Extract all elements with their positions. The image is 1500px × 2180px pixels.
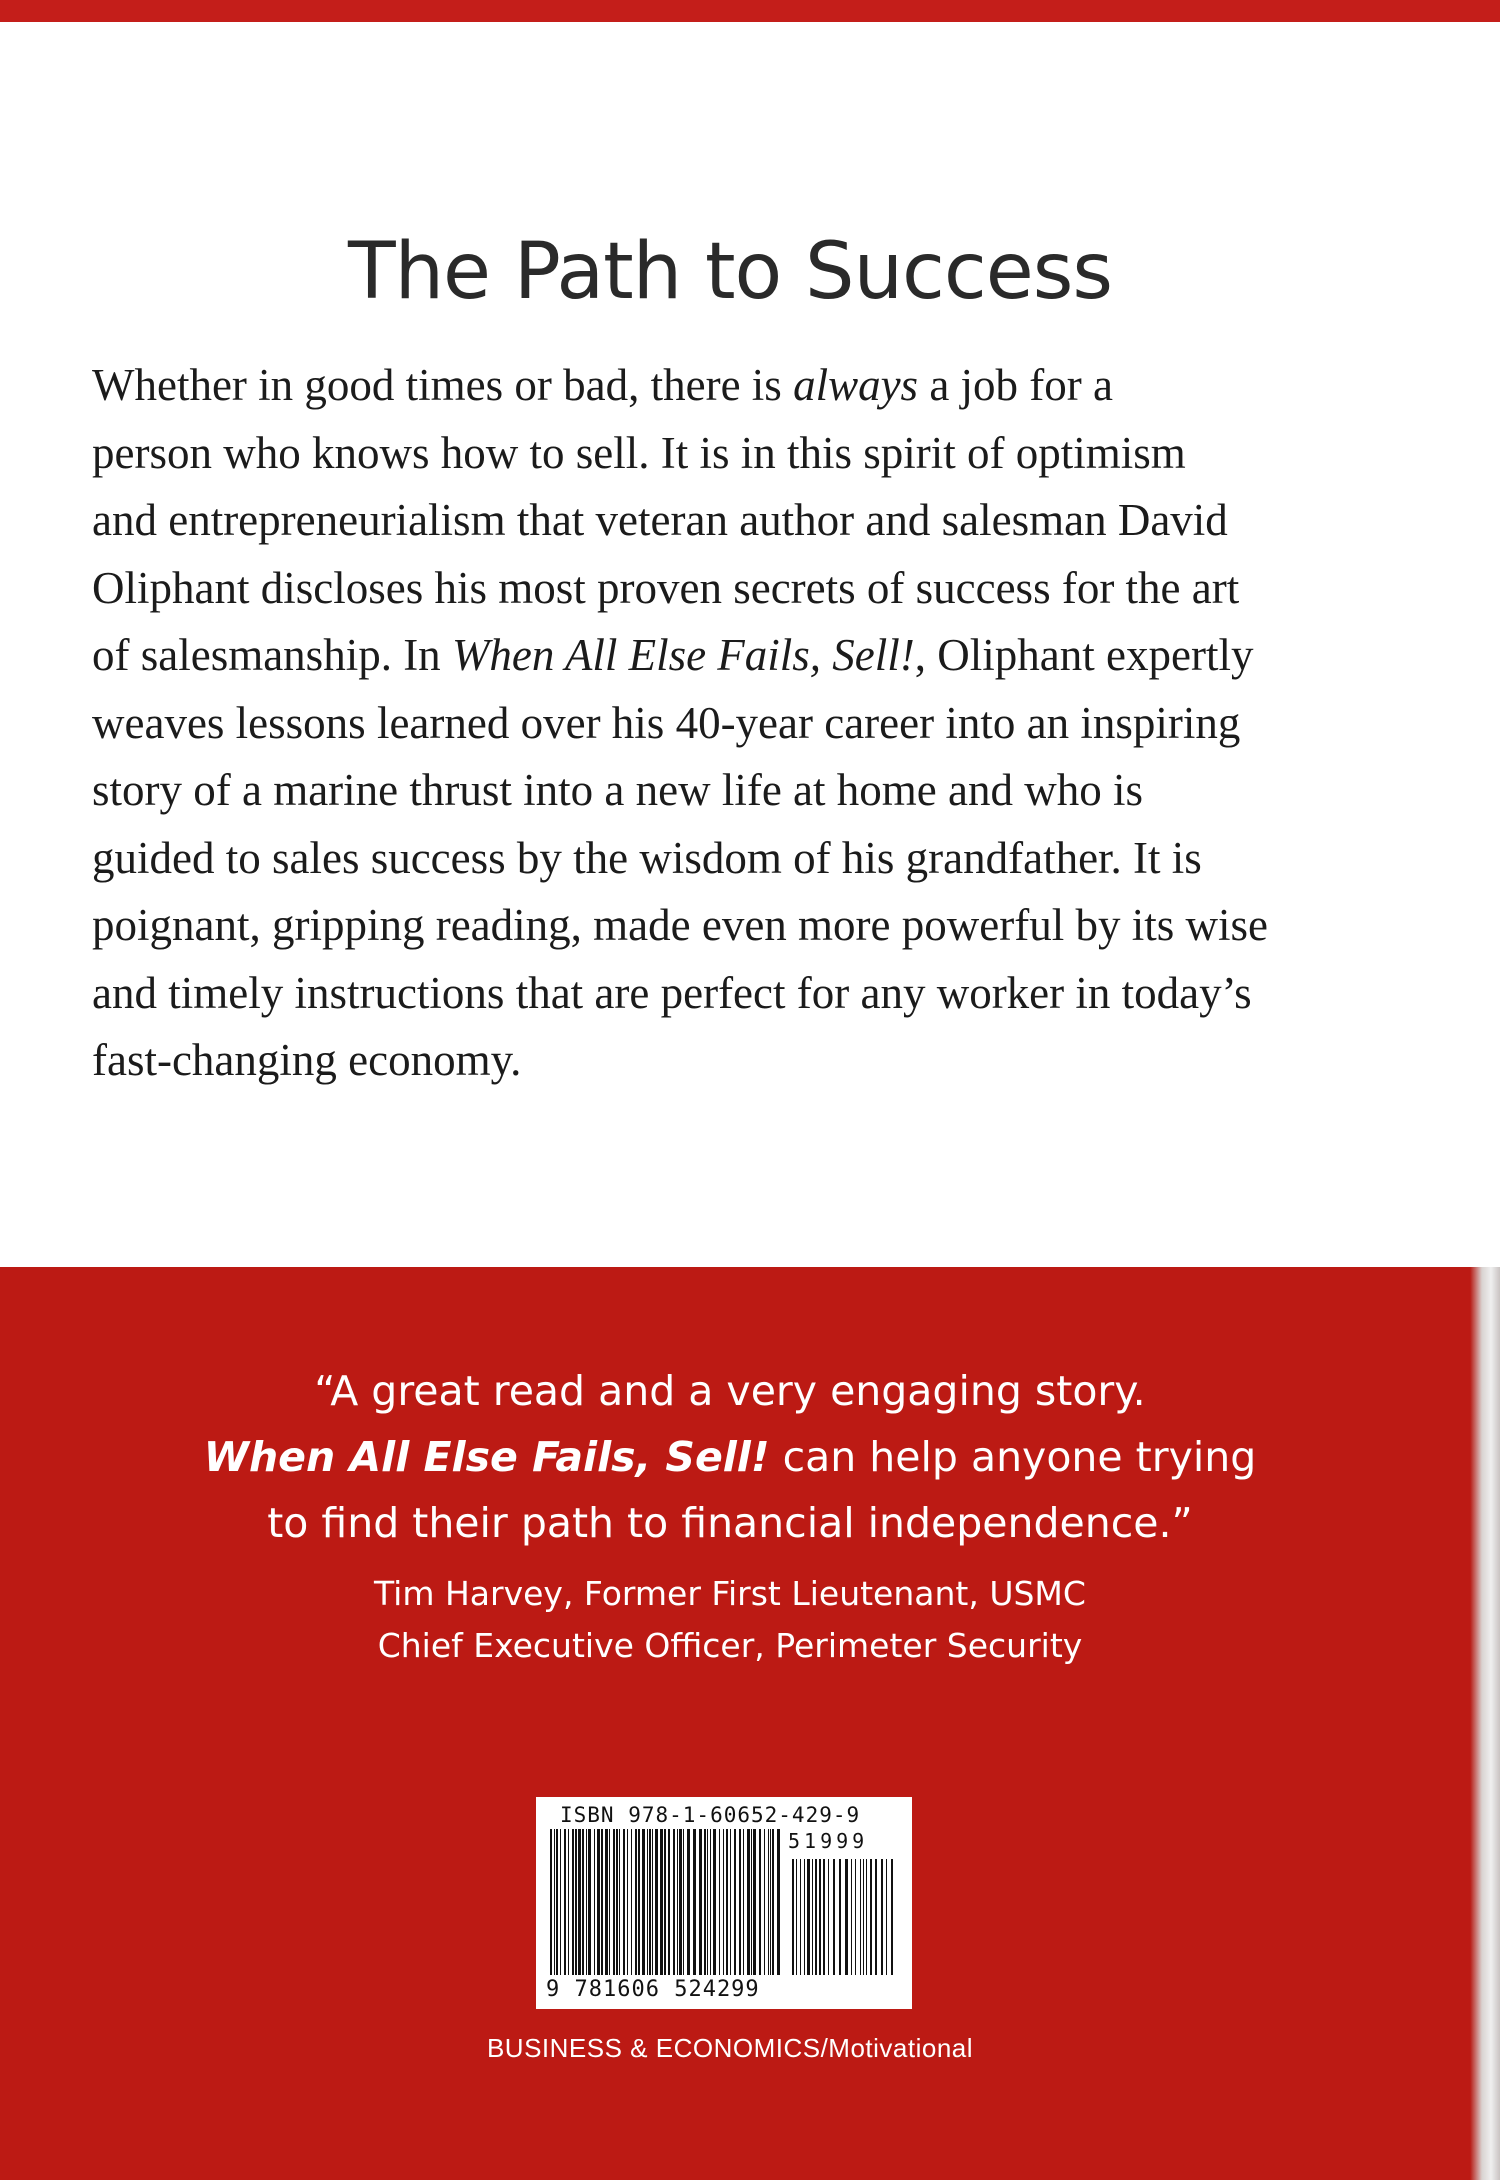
description-text: weaves lessons learned over his 40-year career into an inspiring: [92, 697, 1241, 748]
isbn-barcode: [536, 1797, 912, 2009]
description-line: [92, 420, 1402, 488]
description-text: Oliphant discloses his most proven secrets of success for the art: [92, 562, 1240, 613]
barcode-digits: 9 781606 524299: [546, 1977, 760, 2002]
description-line: [92, 487, 1402, 555]
description-text: story of a marine thrust into a new life at home and who is: [92, 765, 1143, 815]
description-line: [92, 892, 1402, 960]
description-text: Whether in good times or bad, there is: [92, 360, 794, 410]
attribution-name: Tim Harvey, Former First Lieutenant, USMC: [374, 1574, 1086, 1613]
quote-line-1: “A great read and a very engaging story.: [314, 1367, 1146, 1415]
isbn-number: ISBN 978-1-60652-429-9: [560, 1803, 861, 1827]
description-line: [92, 555, 1402, 623]
description-line: [92, 352, 1402, 420]
description-text: and timely instructions that are perfect for any worker in today’s: [92, 967, 1252, 1018]
description-text: person who knows how to sell. It is in this spirit of optimism: [92, 427, 1186, 478]
quote-attribution: [0, 1568, 1460, 1672]
top-red-band: [0, 0, 1500, 22]
description-line: [92, 825, 1402, 893]
quote-line-3: to find their path to financial independence.”: [267, 1499, 1193, 1547]
cover-title: The Path to Success: [347, 227, 1113, 317]
quote-line-2-rest: can help anyone trying: [769, 1433, 1257, 1481]
quote-line-2: [0, 1424, 1460, 1490]
spine-edge: [1470, 1267, 1500, 2180]
description-line: [92, 622, 1402, 690]
description-text: and entrepreneurialism that veteran author and salesman David: [92, 495, 1228, 545]
description-line: [92, 960, 1402, 1028]
description-line: [92, 757, 1402, 825]
description-line: [92, 1027, 1402, 1095]
quote-book-title: When All Else Fails, Sell!: [203, 1433, 770, 1481]
description-line: [92, 690, 1402, 758]
attribution-title: Chief Executive Officer, Perimeter Security: [377, 1626, 1083, 1665]
description-italic: When All Else Fails, Sell!: [451, 630, 915, 680]
description-italic: always: [793, 360, 919, 410]
description-text: a job for a: [918, 360, 1113, 410]
barcode-bars: [546, 1827, 902, 1977]
description-text: of salesmanship. In: [92, 630, 452, 680]
book-category: BUSINESS & ECONOMICS/Motivational: [486, 2033, 974, 2063]
book-description: [92, 352, 1402, 1095]
description-text: fast-changing economy.: [92, 1035, 522, 1085]
description-text: guided to sales success by the wisdom of his grandfather. It is: [92, 832, 1202, 883]
endorsement-quote: [0, 1358, 1460, 1556]
description-text: , Oliphant expertly: [914, 630, 1254, 680]
price-code: 51999: [788, 1829, 869, 1853]
description-text: poignant, gripping reading, made even more powerful by its wise: [92, 900, 1268, 950]
